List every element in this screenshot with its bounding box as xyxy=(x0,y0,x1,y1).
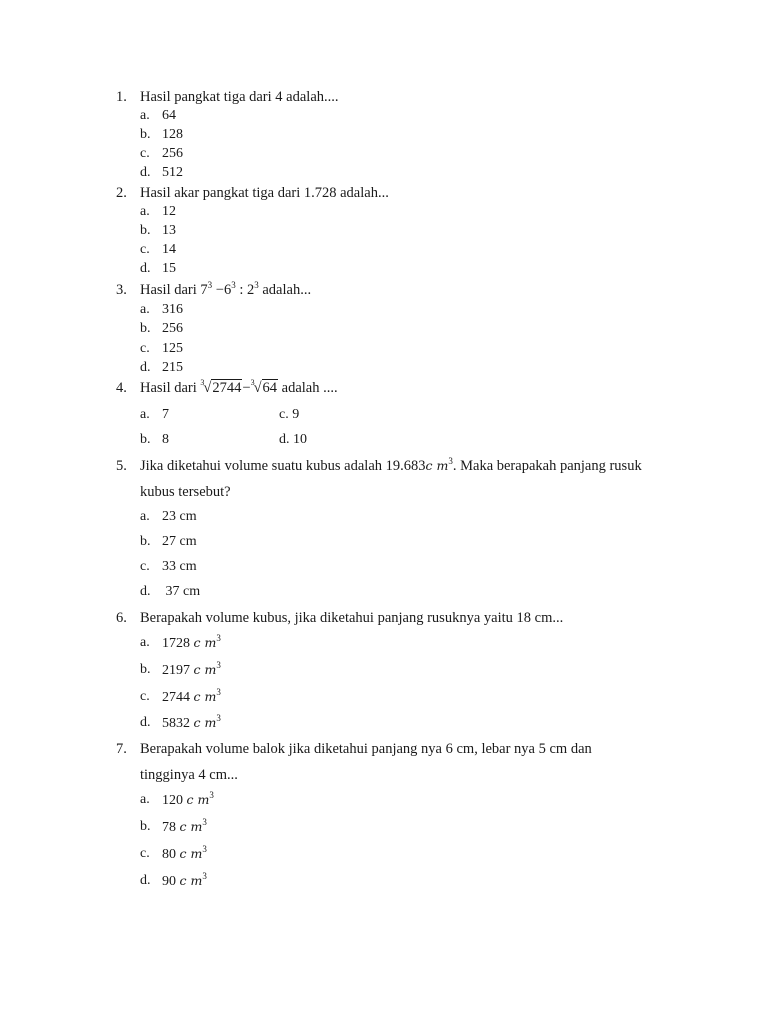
option-letter: c. xyxy=(140,341,150,356)
question-7-text: Berapakah volume balok jika diketahui panjang nya 6 cm, lebar nya 5 cm dan xyxy=(140,741,592,757)
root-index: 3 xyxy=(250,378,255,387)
option-letter: c. xyxy=(140,146,150,161)
option-letter: c. xyxy=(140,242,150,257)
math-exponent: 3 xyxy=(207,280,213,290)
option-letter: c. xyxy=(140,689,150,704)
unit-exponent: 3 xyxy=(448,456,453,466)
option-letter: a. xyxy=(140,407,150,422)
unit-exponent: 3 xyxy=(202,817,207,827)
math-base: 7 xyxy=(200,282,208,298)
option-text: 2197 xyxy=(162,663,194,678)
option-value xyxy=(162,661,221,680)
option-letter: d. xyxy=(140,261,151,276)
option-value xyxy=(162,688,221,707)
question-5-text xyxy=(140,457,642,475)
option-text: 14 xyxy=(162,242,176,257)
option-text: 78 xyxy=(162,820,180,835)
radical-sign: √ xyxy=(203,380,212,396)
option-text: 512 xyxy=(162,165,183,180)
question-3-text-after: adalah... xyxy=(258,282,312,298)
option-value xyxy=(162,791,214,810)
option-letter: a. xyxy=(140,204,150,219)
option-letter: a. xyxy=(140,792,150,807)
option-text: 37 cm xyxy=(162,584,201,599)
option-value xyxy=(162,818,207,837)
option-text: 15 xyxy=(162,261,176,276)
math-expression xyxy=(200,282,258,298)
option-letter: a. xyxy=(140,108,150,123)
option-text: 80 xyxy=(162,847,180,862)
question-4-text xyxy=(140,379,338,397)
unit-cm: c m xyxy=(193,689,217,704)
unit-exponent: 3 xyxy=(216,633,221,643)
radicand: 2744 xyxy=(212,380,242,396)
option-letter: c. xyxy=(140,846,150,861)
unit-exponent: 3 xyxy=(202,871,207,881)
math-base: 6 xyxy=(223,282,232,298)
option-letter: d. xyxy=(140,165,151,180)
option-letter: a. xyxy=(140,509,150,524)
option-letter: a. xyxy=(140,302,150,317)
math-operator: − xyxy=(215,282,224,298)
option-value xyxy=(162,714,221,733)
option-letter: b. xyxy=(140,534,151,549)
option-text: 316 xyxy=(162,302,183,317)
question-6-number: 6. xyxy=(116,610,127,626)
option-text: 23 cm xyxy=(162,509,197,524)
option-text: 27 cm xyxy=(162,534,197,549)
option-letter: b. xyxy=(140,819,151,834)
option-text: 64 xyxy=(162,108,176,123)
unit-cm: c m xyxy=(179,873,203,888)
math-operator: : xyxy=(239,282,244,298)
option-letter: d. xyxy=(140,584,151,599)
radical-sign: √ xyxy=(253,380,262,396)
math-base: 2 xyxy=(247,282,255,298)
option-letter: b. xyxy=(140,662,151,677)
option-letter: d. xyxy=(140,715,151,730)
option-text: 5832 xyxy=(162,716,194,731)
option-letter: b. xyxy=(140,127,151,142)
option-text: 90 xyxy=(162,874,180,889)
question-2-number: 2. xyxy=(116,185,127,201)
unit-cm: c m xyxy=(425,458,449,473)
unit-cm: c m xyxy=(193,715,217,730)
question-5-text-before: Jika diketahui volume suatu kubus adalah 19.683 xyxy=(140,458,426,474)
question-2-text: Hasil akar pangkat tiga dari 1.728 adalah... xyxy=(140,185,389,201)
question-1-text: Hasil pangkat tiga dari 4 adalah.... xyxy=(140,89,339,105)
option-text: 33 cm xyxy=(162,559,197,574)
option-text: 256 xyxy=(162,146,183,161)
option-text: 12 xyxy=(162,204,176,219)
question-5-text-line2: kubus tersebut? xyxy=(140,484,231,500)
question-3-text xyxy=(140,281,311,299)
question-7-text-line2: tingginya 4 cm... xyxy=(140,767,238,783)
math-exponent: 3 xyxy=(231,280,236,290)
unit-exponent: 3 xyxy=(202,844,207,854)
question-5-number: 5. xyxy=(116,458,127,474)
question-4-text-after: adalah .... xyxy=(278,380,338,396)
option-text: 2744 xyxy=(162,690,194,705)
radicand: 64 xyxy=(262,380,278,396)
option-letter: b. xyxy=(140,321,151,336)
option-letter: a. xyxy=(140,635,150,650)
option-text: 256 xyxy=(162,321,183,336)
cube-root xyxy=(251,379,278,397)
unit-cm: c m xyxy=(179,846,203,861)
question-4-text-before: Hasil dari xyxy=(140,380,201,396)
option-text: 215 xyxy=(162,360,183,375)
option-text: 13 xyxy=(162,223,176,238)
option-value xyxy=(162,634,221,653)
cube-root xyxy=(200,379,242,397)
option-letter: d. xyxy=(140,873,151,888)
option-text: 120 xyxy=(162,793,187,808)
option-text: c. 9 xyxy=(279,407,300,422)
question-1-number: 1. xyxy=(116,89,127,105)
math-exponent: 3 xyxy=(254,280,259,290)
unit-exponent: 3 xyxy=(209,790,214,800)
option-letter: b. xyxy=(140,223,151,238)
option-text: d. 10 xyxy=(279,432,307,447)
question-5-text-after: . Maka berapakah panjang rusuk xyxy=(452,458,642,474)
question-6-text: Berapakah volume kubus, jika diketahui panjang rusuknya yaitu 18 cm... xyxy=(140,610,564,626)
unit-exponent: 3 xyxy=(216,713,221,723)
unit-exponent: 3 xyxy=(216,687,221,697)
option-text: 8 xyxy=(162,432,169,447)
option-text: 1728 xyxy=(162,636,194,651)
unit-exponent: 3 xyxy=(216,660,221,670)
unit-cm: c m xyxy=(186,792,210,807)
math-operator: − xyxy=(242,380,251,396)
unit-cm: c m xyxy=(193,635,217,650)
unit-cm: c m xyxy=(193,662,217,677)
option-text: 128 xyxy=(162,127,183,142)
option-letter: d. xyxy=(140,360,151,375)
option-text: 125 xyxy=(162,341,183,356)
question-3-text-before: Hasil dari xyxy=(140,282,201,298)
option-value xyxy=(162,845,207,864)
option-letter: b. xyxy=(140,432,151,447)
root-index: 3 xyxy=(200,378,205,387)
option-letter: c. xyxy=(140,559,150,574)
unit-cm: c m xyxy=(179,819,203,834)
option-value xyxy=(162,872,207,891)
question-3-number: 3. xyxy=(116,282,127,298)
question-7-number: 7. xyxy=(116,741,127,757)
question-4-number: 4. xyxy=(116,380,127,396)
option-text: 7 xyxy=(162,407,169,422)
